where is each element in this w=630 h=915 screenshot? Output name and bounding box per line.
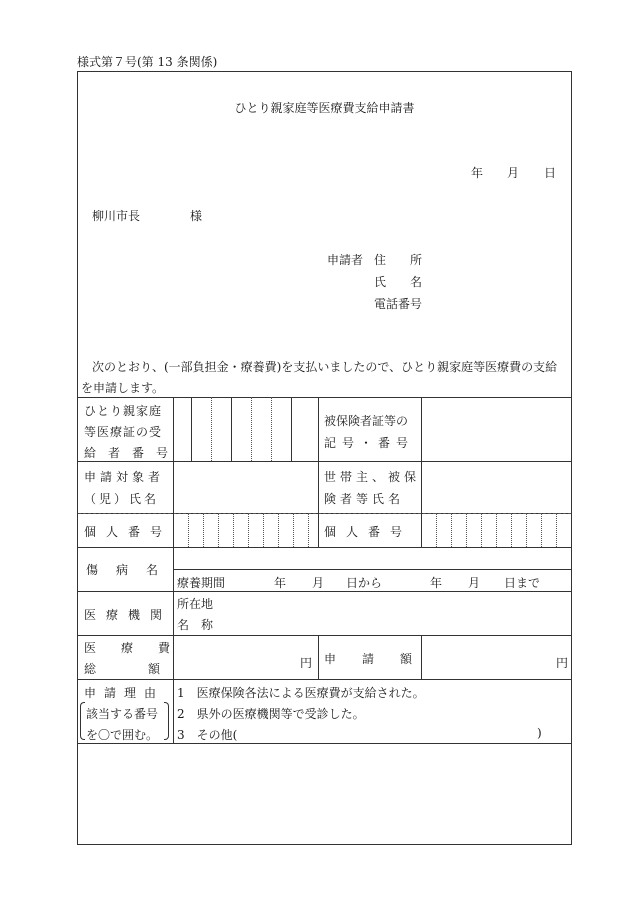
period-day-2: 日まで <box>504 576 541 590</box>
total-label-line-1: 医療費 <box>84 641 196 655</box>
reason-label-line-1: 申請理由 <box>84 686 165 700</box>
cert-label-line-1: ひとり親家庭 <box>84 404 163 418</box>
target-label-line-1: 申請対象者 <box>84 470 165 484</box>
intro-line-2: を申請します。 <box>81 381 165 395</box>
cert-label-line-3: 給者番号 <box>84 446 181 460</box>
total-divider <box>318 635 319 679</box>
applied-label: 申請額 <box>324 652 439 666</box>
pn-cell-line <box>188 513 189 547</box>
total-unit: 円 <box>300 656 313 670</box>
reason-bracket-right <box>164 702 169 740</box>
pn-cell-line <box>481 513 482 547</box>
pn-cell-line <box>511 513 512 547</box>
cert-cell-line <box>251 397 252 461</box>
reason-item-3: 3 その他( <box>177 728 238 742</box>
row-line <box>173 569 571 570</box>
date-month: 月 <box>507 166 520 180</box>
applicant-address-label: 住 所 <box>374 253 423 267</box>
application-form <box>77 71 572 845</box>
cert-cell-line <box>271 397 272 461</box>
cert-label-line-2: 等医療証の受 <box>84 425 163 439</box>
reason-label-line-3: を〇で囲む。 <box>86 728 159 742</box>
pn-cell-line <box>308 513 309 547</box>
insurance-label-line-1: 被保険者証等の <box>324 414 409 428</box>
reason-bracket-left <box>80 702 85 740</box>
pn-cell-line <box>451 513 452 547</box>
table-top-line <box>78 397 571 398</box>
intro-line-1: 次のとおり、(一部負担金・療養費)を支払いましたので、ひとり親家庭等医療費の支給 <box>92 360 558 374</box>
target-label-line-2: （児）氏名 <box>84 492 160 506</box>
addressee-name: 柳川市長 <box>92 209 141 223</box>
date-year: 年 <box>471 166 484 180</box>
period-year-1: 年 <box>274 576 287 590</box>
pn-cell-line <box>496 513 497 547</box>
cert-cell-line <box>211 397 212 461</box>
householder-label-line-2: 険者等氏名 <box>324 492 405 506</box>
institution-label: 医療機関 <box>84 608 173 622</box>
date-day: 日 <box>544 166 557 180</box>
row-line <box>78 635 571 636</box>
period-month-1: 月 <box>312 576 325 590</box>
row-line <box>78 461 571 462</box>
pn-cell-line <box>263 513 264 547</box>
cert-cell-line <box>291 397 292 461</box>
pn-cell-line <box>556 513 557 547</box>
row-line <box>78 679 571 680</box>
middle-divider-2 <box>421 397 422 547</box>
pn-cell-line <box>203 513 204 547</box>
row-dashed-line <box>78 513 571 514</box>
pn-cell-line <box>218 513 219 547</box>
pn-cell-line <box>526 513 527 547</box>
pn-cell-line <box>436 513 437 547</box>
pn-cell-line <box>233 513 234 547</box>
institution-name-label: 名 称 <box>177 618 214 632</box>
form-title: ひとり親家庭等医療費支給申請書 <box>234 101 415 115</box>
reason-item-2: 2 県外の医療機関等で受診した。 <box>177 707 365 721</box>
householder-label-line-1: 世帯主、被保 <box>324 470 421 484</box>
reason-item-1: 1 医療保険各法による医療費が支給された。 <box>177 686 425 700</box>
pn-cell-line <box>541 513 542 547</box>
addressee-honorific: 様 <box>190 209 203 223</box>
pn-cell-line <box>248 513 249 547</box>
period-label: 療養期間 <box>177 576 226 590</box>
middle-divider <box>318 397 319 547</box>
illness-label: 傷病名 <box>86 563 177 577</box>
form-number: 様式第７号(第 13 条関係) <box>77 55 218 69</box>
reason-item-3-close: ) <box>537 726 542 740</box>
applicant-name-label: 氏 名 <box>374 275 423 289</box>
institution-location-label: 所在地 <box>177 597 214 611</box>
row-line <box>78 591 571 592</box>
pn-cell-line <box>466 513 467 547</box>
pn-cell-line <box>293 513 294 547</box>
personal-number-label-child: 個人番号 <box>84 525 173 539</box>
insurance-label-line-2: 記号・番号 <box>324 436 415 450</box>
row-line <box>78 547 571 548</box>
reason-label-line-2: 該当する番号 <box>86 707 159 721</box>
period-day-1: 日から <box>346 576 383 590</box>
cert-cell-line <box>191 397 192 461</box>
applicant-phone-label: 電話番号 <box>374 297 423 311</box>
personal-number-label-householder: 個人番号 <box>324 525 413 539</box>
period-month-2: 月 <box>468 576 481 590</box>
period-year-2: 年 <box>430 576 443 590</box>
total-label-line-2: 総額 <box>84 662 213 676</box>
table-bottom-line <box>78 743 571 744</box>
cert-cell-line <box>231 397 232 461</box>
applied-unit: 円 <box>556 656 569 670</box>
pn-cell-line <box>278 513 279 547</box>
applicant-label: 申請者 <box>327 253 364 267</box>
